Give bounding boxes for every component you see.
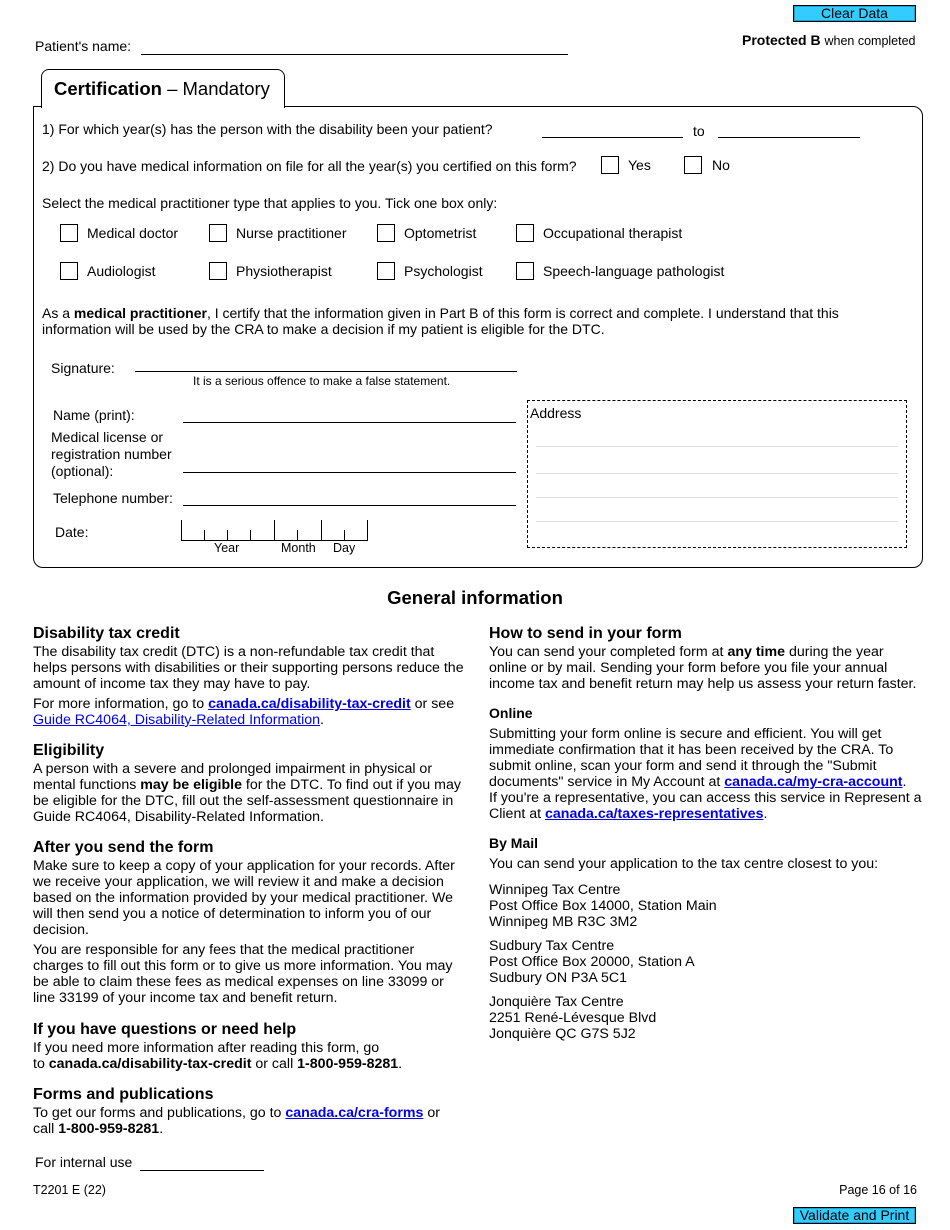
occupational-therapist-label: Occupational therapist	[543, 225, 683, 241]
name-print-field[interactable]	[183, 422, 516, 423]
date-month-label: Month	[281, 541, 316, 555]
year-from-field[interactable]	[542, 137, 683, 138]
nurse-practitioner-label: Nurse practitioner	[236, 225, 347, 241]
license-field[interactable]	[183, 472, 516, 473]
name-print-label: Name (print):	[53, 407, 135, 423]
help-paragraph: If you need more information after reading this form, go to canada.ca/disability-tax-credit or call 1-800-959-8281.	[33, 1040, 403, 1072]
clear-data-button[interactable]: Clear Data	[793, 5, 916, 22]
audiologist-checkbox[interactable]	[60, 262, 78, 280]
telephone-label: Telephone number:	[53, 490, 173, 506]
yes-checkbox[interactable]	[601, 156, 619, 174]
signature-field[interactable]	[135, 371, 517, 372]
no-label: No	[712, 157, 730, 173]
guide-rc4064-link[interactable]: Guide RC4064, Disability-Related Information	[33, 712, 321, 728]
date-month-field[interactable]	[274, 520, 321, 541]
audiologist-label: Audiologist	[87, 263, 156, 279]
telephone-field[interactable]	[183, 505, 516, 506]
dtc-heading: Disability tax credit	[33, 625, 180, 642]
sudbury-centre: Sudbury Tax Centre Post Office Box 20000, Station A Sudbury ON P3A 5C1	[489, 938, 695, 986]
date-year-field[interactable]	[181, 520, 274, 541]
page-number: Page 16 of 16	[839, 1183, 917, 1197]
form-id: T2201 E (22)	[33, 1183, 106, 1197]
no-checkbox[interactable]	[684, 156, 702, 174]
validate-print-button[interactable]: Validate and Print	[793, 1207, 916, 1224]
physiotherapist-checkbox[interactable]	[209, 262, 227, 280]
q1-label: 1) For which year(s) has the person with the disability been your patient?	[42, 121, 493, 137]
physiotherapist-label: Physiotherapist	[236, 263, 332, 279]
taxes-representatives-link[interactable]: canada.ca/taxes-representatives	[545, 806, 764, 822]
occupational-therapist-checkbox[interactable]	[516, 224, 534, 242]
certification-statement-line1: As a medical practitioner, I certify that the information given in Part B of this form is correct and complete. I understand that this	[42, 305, 839, 321]
dtc-link[interactable]: canada.ca/disability-tax-credit	[208, 696, 411, 712]
jonquiere-centre: Jonquière Tax Centre 2251 René-Lévesque Blvd Jonquière QC G7S 5J2	[489, 994, 657, 1042]
yes-label: Yes	[628, 157, 651, 173]
after-send-paragraph-1: Make sure to keep a copy of your application for your records. After we receive your application, we will review it and make a decision based on the information provided by your medical practitioner. We will then send you a notice of determination to inform you of our decision.	[33, 858, 455, 938]
general-info-title: General information	[387, 587, 563, 608]
forms-paragraph: To get our forms and publications, go to canada.ca/cra-forms or call 1-800-959-8281.	[33, 1105, 440, 1137]
license-label: Medical license or registration number (optional):	[51, 429, 172, 479]
winnipeg-centre: Winnipeg Tax Centre Post Office Box 14000, Station Main Winnipeg MB R3C 3M2	[489, 882, 717, 930]
patient-name-label: Patient's name:	[35, 38, 132, 54]
q1-to-label: to	[693, 123, 705, 139]
practitioner-instruction: Select the medical practitioner type that applies to you. Tick one box only:	[42, 195, 498, 211]
online-heading: Online	[489, 705, 533, 721]
dtc-more-info: For more information, go to canada.ca/disability-tax-credit or see Guide RC4064, Disability-Related Information.	[33, 696, 455, 728]
cra-forms-link[interactable]: canada.ca/cra-forms	[285, 1105, 424, 1121]
dtc-paragraph: The disability tax credit (DTC) is a non-refundable tax credit that helps persons with disabilities or their supporting persons reduce the amount of income tax they may have to pay.	[33, 644, 464, 692]
eligibility-heading: Eligibility	[33, 742, 105, 759]
year-to-field[interactable]	[718, 137, 860, 138]
speech-language-pathologist-checkbox[interactable]	[516, 262, 534, 280]
psychologist-label: Psychologist	[404, 263, 483, 279]
online-paragraph: Submitting your form online is secure and efficient. You will get immediate confirmation that it has been received by the CRA. To submit online, scan your form and send it through the "Submit documents" service in My Account at canada.ca/my-cra-account. If you're a representative, you can access this service in Represent a Client at canada.ca/taxes-representatives.	[489, 726, 922, 822]
date-day-field[interactable]	[321, 520, 368, 541]
q2-label: 2) Do you have medical information on file for all the year(s) you certified on this form?	[42, 158, 577, 174]
by-mail-heading: By Mail	[489, 835, 539, 851]
protected-notice: Protected B when completed	[742, 32, 916, 48]
signature-label: Signature:	[51, 360, 115, 376]
certification-title: Certification – Mandatory	[54, 78, 270, 99]
date-day-label: Day	[333, 541, 356, 555]
address-field[interactable]	[527, 400, 907, 548]
offence-note: It is a serious offence to make a false statement.	[193, 374, 451, 388]
medical-doctor-checkbox[interactable]	[60, 224, 78, 242]
nurse-practitioner-checkbox[interactable]	[209, 224, 227, 242]
after-send-paragraph-2: You are responsible for any fees that the medical practitioner charges to fill out this form or to give us more information. You may be able to claim these fees as medical expenses on line 33099 or line 33199 of your income tax and benefit return.	[33, 942, 453, 1006]
by-mail-intro: You can send your application to the tax centre closest to you:	[489, 856, 879, 872]
send-form-heading: How to send in your form	[489, 625, 682, 642]
medical-doctor-label: Medical doctor	[87, 225, 179, 241]
eligibility-paragraph: A person with a severe and prolonged impairment in physical or mental functions may be eligible for the DTC. To find out if you may be eligible for the DTC, fill out the self-assessment questionnaire in Guide RC4064, Disability-Related Information.	[33, 761, 461, 825]
send-form-paragraph: You can send your completed form at any time during the year online or by mail. Sending your form before you file your annual income tax and benefit return may help us assess your return faster.	[489, 644, 917, 692]
date-label: Date:	[55, 524, 89, 540]
optometrist-label: Optometrist	[404, 225, 477, 241]
after-send-heading: After you send the form	[33, 839, 214, 856]
address-label: Address	[530, 405, 582, 421]
patient-name-field[interactable]	[141, 54, 568, 55]
optometrist-checkbox[interactable]	[377, 224, 395, 242]
psychologist-checkbox[interactable]	[377, 262, 395, 280]
speech-language-pathologist-label: Speech-language pathologist	[543, 263, 725, 279]
forms-heading: Forms and publications	[33, 1086, 214, 1103]
internal-use-field[interactable]	[140, 1170, 264, 1171]
internal-use-label: For internal use	[35, 1154, 133, 1170]
my-cra-account-link[interactable]: canada.ca/my-cra-account	[724, 774, 903, 790]
date-year-label: Year	[214, 541, 240, 555]
help-heading: If you have questions or need help	[33, 1021, 297, 1038]
certification-statement-line2: information will be used by the CRA to make a decision if my patient is eligible for the DTC.	[42, 321, 605, 337]
